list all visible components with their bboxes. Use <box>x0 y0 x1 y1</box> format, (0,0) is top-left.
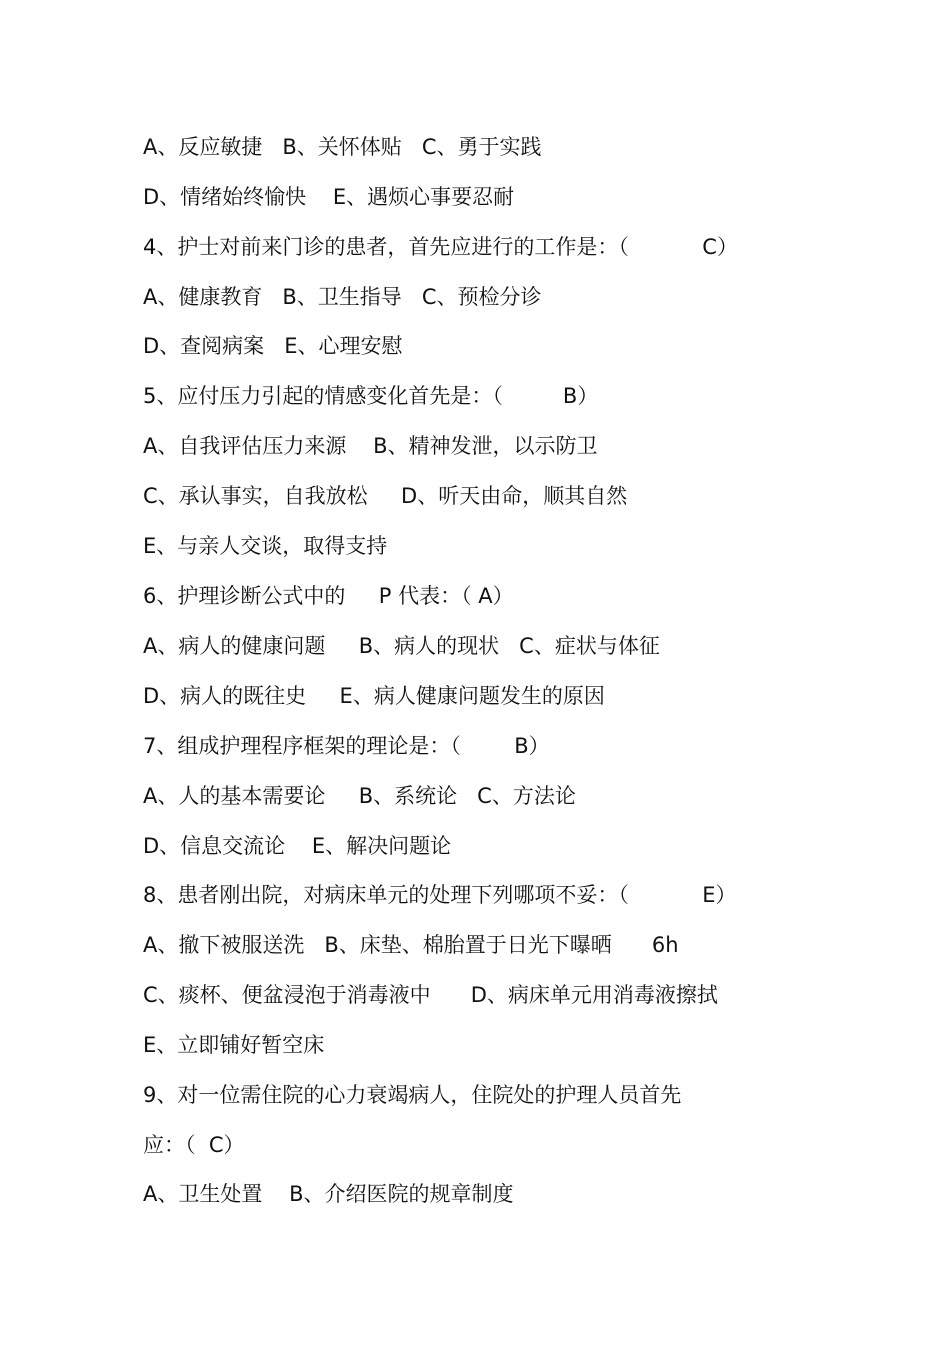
text-line: D、信息交流论 E、解决问题论 <box>143 834 452 858</box>
text-line: 应：（ C） <box>143 1133 245 1157</box>
text-line: D、情绪始终愉快 E、遇烦心事要忍耐 <box>143 185 515 209</box>
text-line: D、病人的既往史 E、病人健康问题发生的原因 <box>143 684 605 708</box>
text-line: A、反应敏捷 B、关怀体贴 C、勇于实践 <box>143 135 542 159</box>
text-line: A、病人的健康问题 B、病人的现状 C、症状与体征 <box>143 634 660 658</box>
text-line: E、与亲人交谈，取得支持 <box>143 534 388 558</box>
text-line: A、健康教育 B、卫生指导 C、预检分诊 <box>143 285 542 309</box>
text-line: E、立即铺好暂空床 <box>143 1033 325 1057</box>
text-line: 8、患者刚出院，对病床单元的处理下列哪项不妥：（ E） <box>143 883 737 907</box>
text-line: 5、应付压力引起的情感变化首先是：（ B） <box>143 384 599 408</box>
text-line: A、撤下被服送洗 B、床垫、棉胎置于日光下曝晒 6h <box>143 933 679 957</box>
text-line: 4、护士对前来门诊的患者，首先应进行的工作是：（ C） <box>143 235 738 259</box>
text-line: 7、组成护理程序框架的理论是：（ B） <box>143 734 550 758</box>
text-line: A、卫生处置 B、介绍医院的规章制度 <box>143 1182 514 1206</box>
text-line: C、痰杯、便盆浸泡于消毒液中 D、病床单元用消毒液擦拭 <box>143 983 718 1007</box>
text-line: D、查阅病案 E、心理安慰 <box>143 334 403 358</box>
text-line: A、人的基本需要论 B、系统论 C、方法论 <box>143 784 576 808</box>
text-line: 6、护理诊断公式中的 P 代表：（ A） <box>143 584 514 608</box>
text-line: C、承认事实，自我放松 D、听天由命，顺其自然 <box>143 484 628 508</box>
text-line: A、自我评估压力来源 B、精神发泄，以示防卫 <box>143 434 598 458</box>
text-line: 9、对一位需住院的心力衰竭病人，住院处的护理人员首先 <box>143 1083 682 1107</box>
